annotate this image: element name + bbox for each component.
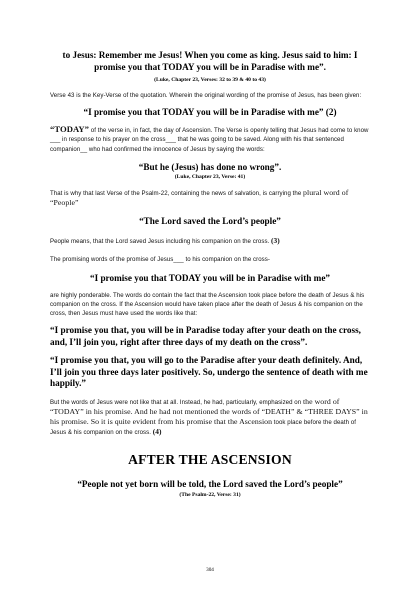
- paragraph-3-serif: plural word of “People”: [50, 187, 349, 208]
- today-emphasis: “TODAY”: [50, 124, 90, 135]
- paragraph-3-text: That is why that last Verse of the Psalm-22, containing the news of salvation, is carrying the: [50, 189, 304, 197]
- footnote-marker-3: (3): [271, 236, 280, 246]
- paragraph-6: are highly ponderable. The words do contain the fact that the Ascension took place before the death of Jesus & his companion on the cross. If the Ascension would have taken place after the death of Jesus & his companion on the cross, then Jesus must have used the words like that:: [50, 291, 365, 318]
- paragraph-5: The promising words of the promise of Jesus___ to his companion on the cross-: [50, 256, 270, 264]
- paragraph-7-serif: the word of “TODAY” in his promise. And he had not mentioned the words of “DEATH” & “THREE DAYS” in his promise. So it is quite evident from his promise that the Ascension: [50, 396, 368, 427]
- quote-promise-2: “I promise you that TODAY you will be in Paradise with me”: [89, 272, 330, 283]
- paragraph-3: [50, 188, 370, 208]
- opening-line: to Jesus: Remember me Jesus! When you come as king. Jesus said to him: I promise you that TODAY you will be in Paradise with me”.: [62, 50, 358, 72]
- quote-psalm: “People not yet born will be told, the Lord saved the Lord’s people”: [77, 478, 343, 489]
- quote-hypothetical-1: “I promise you that, you will be in Paradise today after your death on the cross, and, I’ll join you, right after three days of my death on the cross”.: [50, 325, 361, 347]
- paragraph-4: [50, 236, 370, 246]
- quote-innocence: “But he (Jesus) has done no wrong”.: [138, 161, 282, 172]
- paragraph-7-text-1: But the words of Jesus were not like that at all. Instead, he had, particularly, emphasized on: [50, 398, 303, 406]
- opening-reference: (Luke, Chapter 23, Verses: 32 to 39 & 40 to 43): [154, 77, 266, 83]
- paragraph-1: Verse 43 is the Key-Verse of the quotation. Wherein the original wording of the promise of Jesus, has been given:: [50, 92, 362, 99]
- quote-hypothetical-2: “I promise you that, you will go to the Paradise after your death definitely. And, I’ll join you three days later positively. So, undergo the sentence of death with me happily.”: [50, 355, 368, 389]
- section-heading: AFTER THE ASCENSION: [128, 451, 292, 467]
- quote-promise-1: “I promise you that TODAY you will be in Paradise with me” (2): [83, 107, 337, 118]
- paragraph-2-text: of the verse in, in fact, the day of Ascension. The Verse is openly telling that Jesus had come to know ___ in response to his prayer on the cross___ that he was going to be saved. Along with his that sentenced companion__ who had confirmed the innocence of Jesus by saying the words:: [50, 127, 370, 153]
- paragraph-7: [50, 397, 370, 438]
- quote-psalm-reference: (The Psalm-22, Verse: 31): [179, 491, 241, 498]
- page-number: 304: [206, 567, 214, 573]
- paragraph-7-text-2: took place before the death of Jesus & his companion on the cross.: [50, 419, 356, 437]
- quote-innocence-reference: (Luke, Chapter 23, Verse: 41): [174, 173, 246, 180]
- paragraph-2: [50, 125, 370, 154]
- quote-lord-saved: “The Lord saved the Lord’s people”: [139, 216, 281, 227]
- paragraph-4-text: People means, that the Lord saved Jesus including his companion on the cross.: [50, 238, 272, 246]
- footnote-marker-4: (4): [152, 427, 162, 437]
